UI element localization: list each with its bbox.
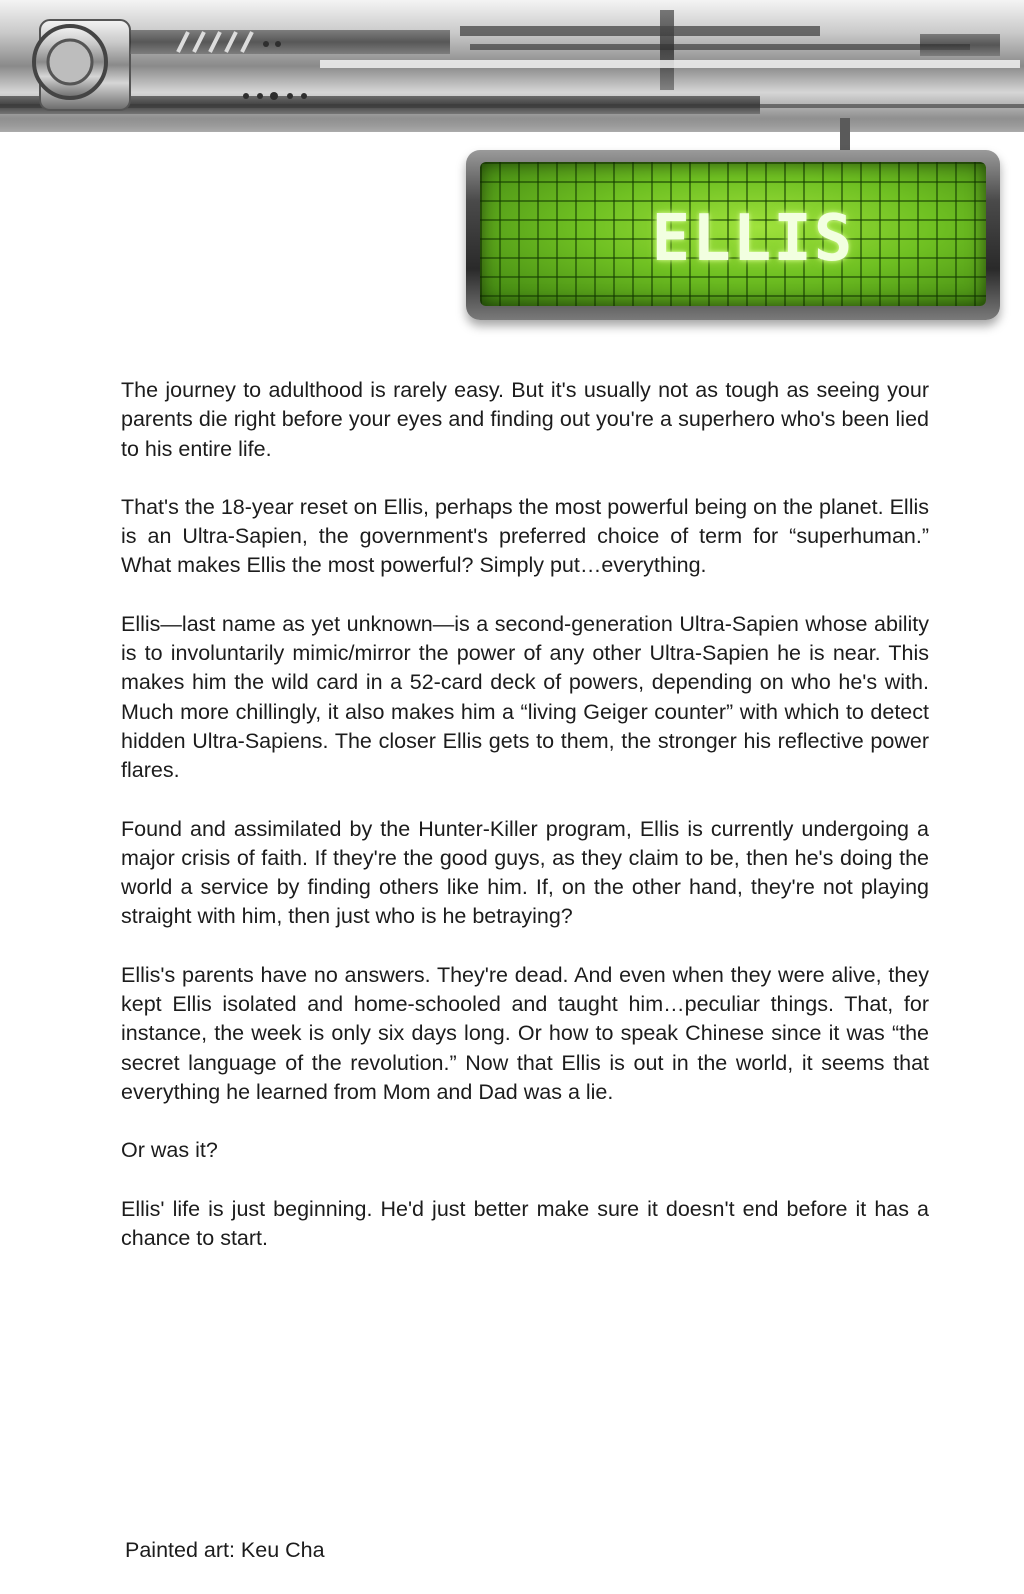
green-grid-screen (480, 162, 986, 306)
bio-paragraph: Ellis's parents have no answers. They're dead. And even when they were alive, they kept Ellis isolated and home-schooled and taught him…peculiar things. That, for instance, the week is only six days long. Or how to speak Chinese since it was “the secret language of the revolution.” Now that Ellis is out in the world, it seems that everything he learned from Mom and Dad was a lie. (121, 962, 929, 1104)
bio-paragraph: Ellis—last name as yet unknown—is a second-generation Ultra-Sapien whose ability is to involuntarily mimic/mirror the power of any other Ultra-Sapien he is near. This makes him the wild card in a 52-card deck of powers, depending on who he's with. Much more chillingly, it also makes him a “living Geiger counter” with which to detect hidden Ultra-Sapiens. The closer Ellis gets to them, the stronger his reflective power flares. (121, 611, 929, 783)
bio-paragraph: Found and assimilated by the Hunter-Killer program, Ellis is currently undergoing a major crisis of faith. If they're the good guys, as they claim to be, then he's doing the world a service by finding others like him. If, on the other hand, they're not playing straight with him, then just who is he betraying? (121, 816, 929, 929)
bio-paragraph: Or was it? (121, 1138, 218, 1163)
bio-paragraph: That's the 18-year reset on Ellis, perhaps the most powerful being on the planet. Ellis is an Ultra-Sapien, the government's preferred choice of term for “superhuman.” What makes Ellis the most powerful? Simply put…everything. (121, 494, 929, 578)
character-bio-article (121, 376, 929, 1282)
character-name-panel (466, 150, 1000, 320)
tech-panel-decoration (0, 0, 1024, 150)
character-name-title: ELLIS (651, 202, 855, 276)
bio-paragraph: Ellis' life is just beginning. He'd just better make sure it doesn't end before it has a chance to start. (121, 1196, 929, 1250)
metallic-header-bar (0, 0, 1024, 150)
art-credit: Painted art: Keu Cha (125, 1538, 325, 1562)
bio-paragraph: The journey to adulthood is rarely easy. But it's usually not as tough as seeing your parents die right before your eyes and finding out you're a superhero who's been lied to his entire life. (121, 378, 929, 461)
